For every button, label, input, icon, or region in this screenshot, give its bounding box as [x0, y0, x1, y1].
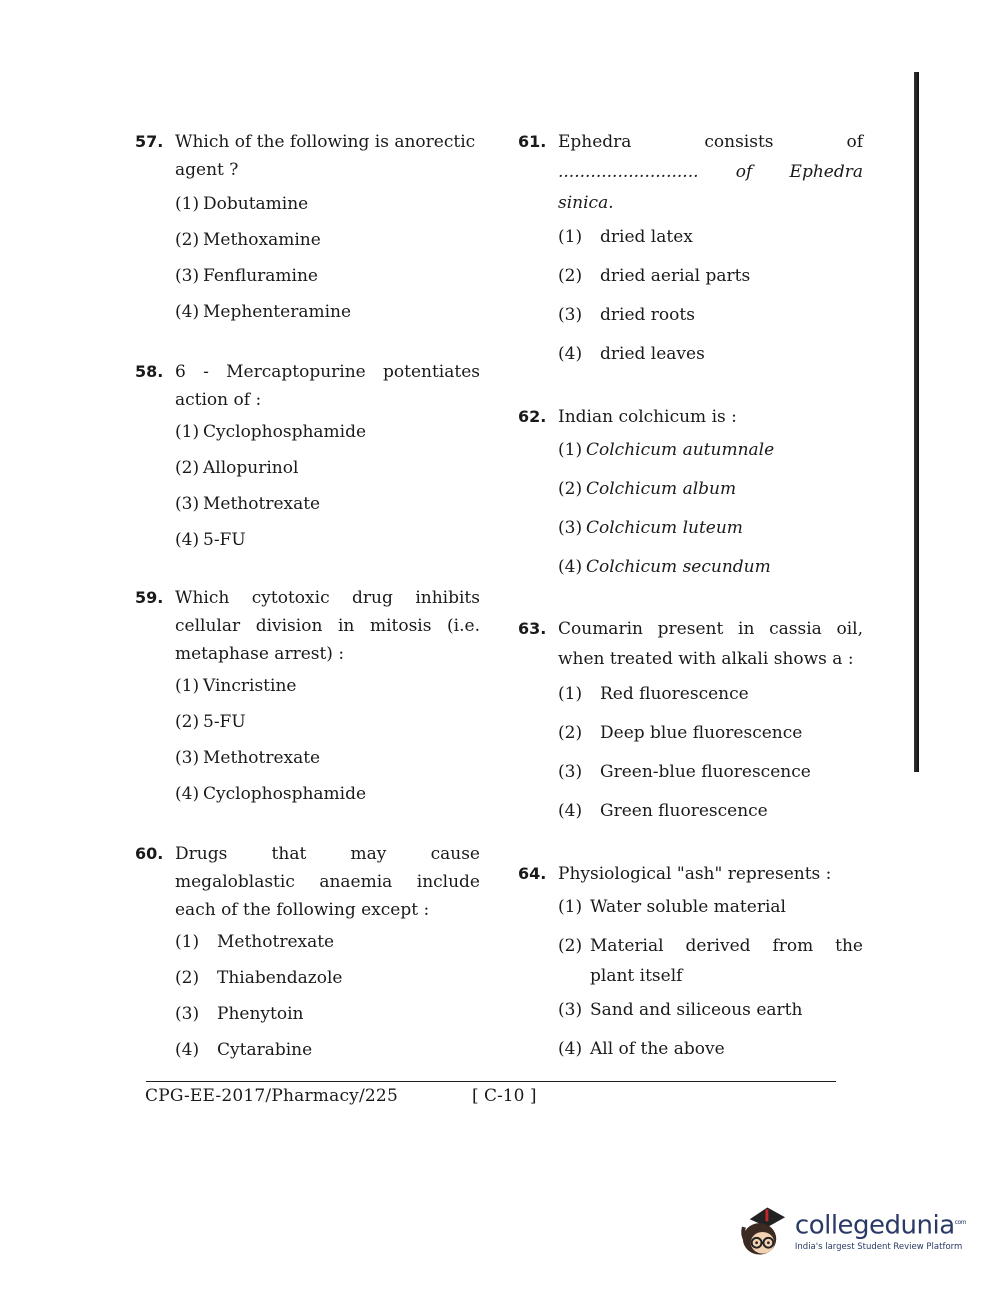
question-number: 60.: [135, 844, 164, 863]
question-text: megaloblastic anaemia include: [175, 872, 480, 892]
question-text: action of :: [175, 390, 262, 410]
question-text: metaphase arrest) :: [175, 644, 345, 664]
footer-page-number: [ C-10 ]: [472, 1086, 537, 1106]
brand-name: collegedunia: [794, 1210, 955, 1241]
question-59: [135, 584, 480, 840]
footer-paper-code: CPG-EE-2017/Pharmacy/225: [145, 1086, 398, 1106]
option: (1) Water soluble material: [558, 897, 786, 917]
question-58: [135, 358, 480, 584]
option: (2) 5-FU: [175, 712, 246, 732]
question-number: 58.: [135, 362, 164, 381]
option: (1) Dobutamine: [175, 194, 309, 214]
brand-tagline: India's largest Student Review Platform: [794, 1242, 963, 1253]
question-text: 6 - Mercaptopurine potentiates: [175, 362, 480, 382]
option: (2) Methoxamine: [175, 230, 321, 250]
option: (1) dried latex: [558, 227, 693, 247]
option: (1) Cyclophosphamide: [175, 422, 367, 442]
question-number: 59.: [135, 588, 164, 607]
option: (2) Thiabendazole: [175, 968, 343, 988]
option: (1) Red fluorescence: [558, 684, 749, 704]
option: (4) All of the above: [558, 1039, 725, 1059]
question-62: [518, 403, 863, 615]
option: (2) Deep blue fluorescence: [558, 723, 803, 743]
option: (3) Colchicum luteum: [558, 518, 743, 538]
question-text: Which cytotoxic drug inhibits: [175, 588, 480, 608]
left-column: [135, 128, 480, 1068]
option: (3) Green-blue fluorescence: [558, 762, 811, 782]
question-63: [518, 615, 863, 860]
option: (4) Green fluorescence: [558, 801, 768, 821]
option: (3) Methotrexate: [175, 748, 321, 768]
question-number: 57.: [135, 132, 164, 151]
question-text: Physiological "ash" represents :: [558, 864, 832, 884]
option: (3) dried roots: [558, 305, 695, 325]
question-number: 62.: [518, 407, 547, 426]
option-continuation: plant itself: [590, 966, 683, 986]
question-61: [518, 128, 863, 403]
option: (3) Fenfluramine: [175, 266, 318, 286]
question-text: when treated with alkali shows a :: [558, 649, 854, 669]
question-number: 63.: [518, 619, 547, 638]
option: (4) Cyclophosphamide: [175, 784, 367, 804]
question-text: Ephedra consists of: [558, 132, 863, 152]
footer-rule: [146, 1081, 836, 1082]
scan-edge: [914, 72, 919, 772]
option: (2) Material derived from the: [558, 936, 863, 956]
question-text: each of the following except :: [175, 900, 430, 920]
question-text: .......................... of Ephedra: [558, 162, 863, 182]
question-text: Indian colchicum is :: [558, 407, 737, 427]
option: (2) dried aerial parts: [558, 266, 751, 286]
option: (3) Sand and siliceous earth: [558, 1000, 803, 1020]
question-57: [135, 128, 480, 358]
collegedunia-logo: [736, 1198, 966, 1264]
right-column: [518, 128, 863, 1069]
option: (3) Methotrexate: [175, 494, 321, 514]
option: (4) 5-FU: [175, 530, 246, 550]
option: (3) Phenytoin: [175, 1004, 304, 1024]
option: (4) Cytarabine: [175, 1040, 313, 1060]
question-number: 64.: [518, 864, 547, 883]
option: (4) Mephenteramine: [175, 302, 352, 322]
option: (1) Colchicum autumnale: [558, 440, 775, 460]
question-text: Drugs that may cause: [175, 844, 480, 864]
question-text: sinica.: [558, 193, 614, 213]
question-number: 61.: [518, 132, 547, 151]
option: (4) dried leaves: [558, 344, 705, 364]
option: (2) Allopurinol: [175, 458, 299, 478]
option: (1) Vincristine: [175, 676, 297, 696]
option: (2) Colchicum album: [558, 479, 737, 499]
question-64: [518, 860, 863, 1069]
option: (1) Methotrexate: [175, 932, 335, 952]
question-text: Coumarin present in cassia oil,: [558, 619, 863, 639]
option: (4) Colchicum secundum: [558, 557, 771, 577]
question-text: cellular division in mitosis (i.e.: [175, 616, 480, 636]
question-text: agent ?: [175, 160, 239, 180]
question-60: [135, 840, 480, 1068]
mascot-icon: [736, 1201, 793, 1261]
brand-suffix: com: [954, 1218, 966, 1226]
question-text: Which of the following is anorectic: [175, 132, 476, 152]
